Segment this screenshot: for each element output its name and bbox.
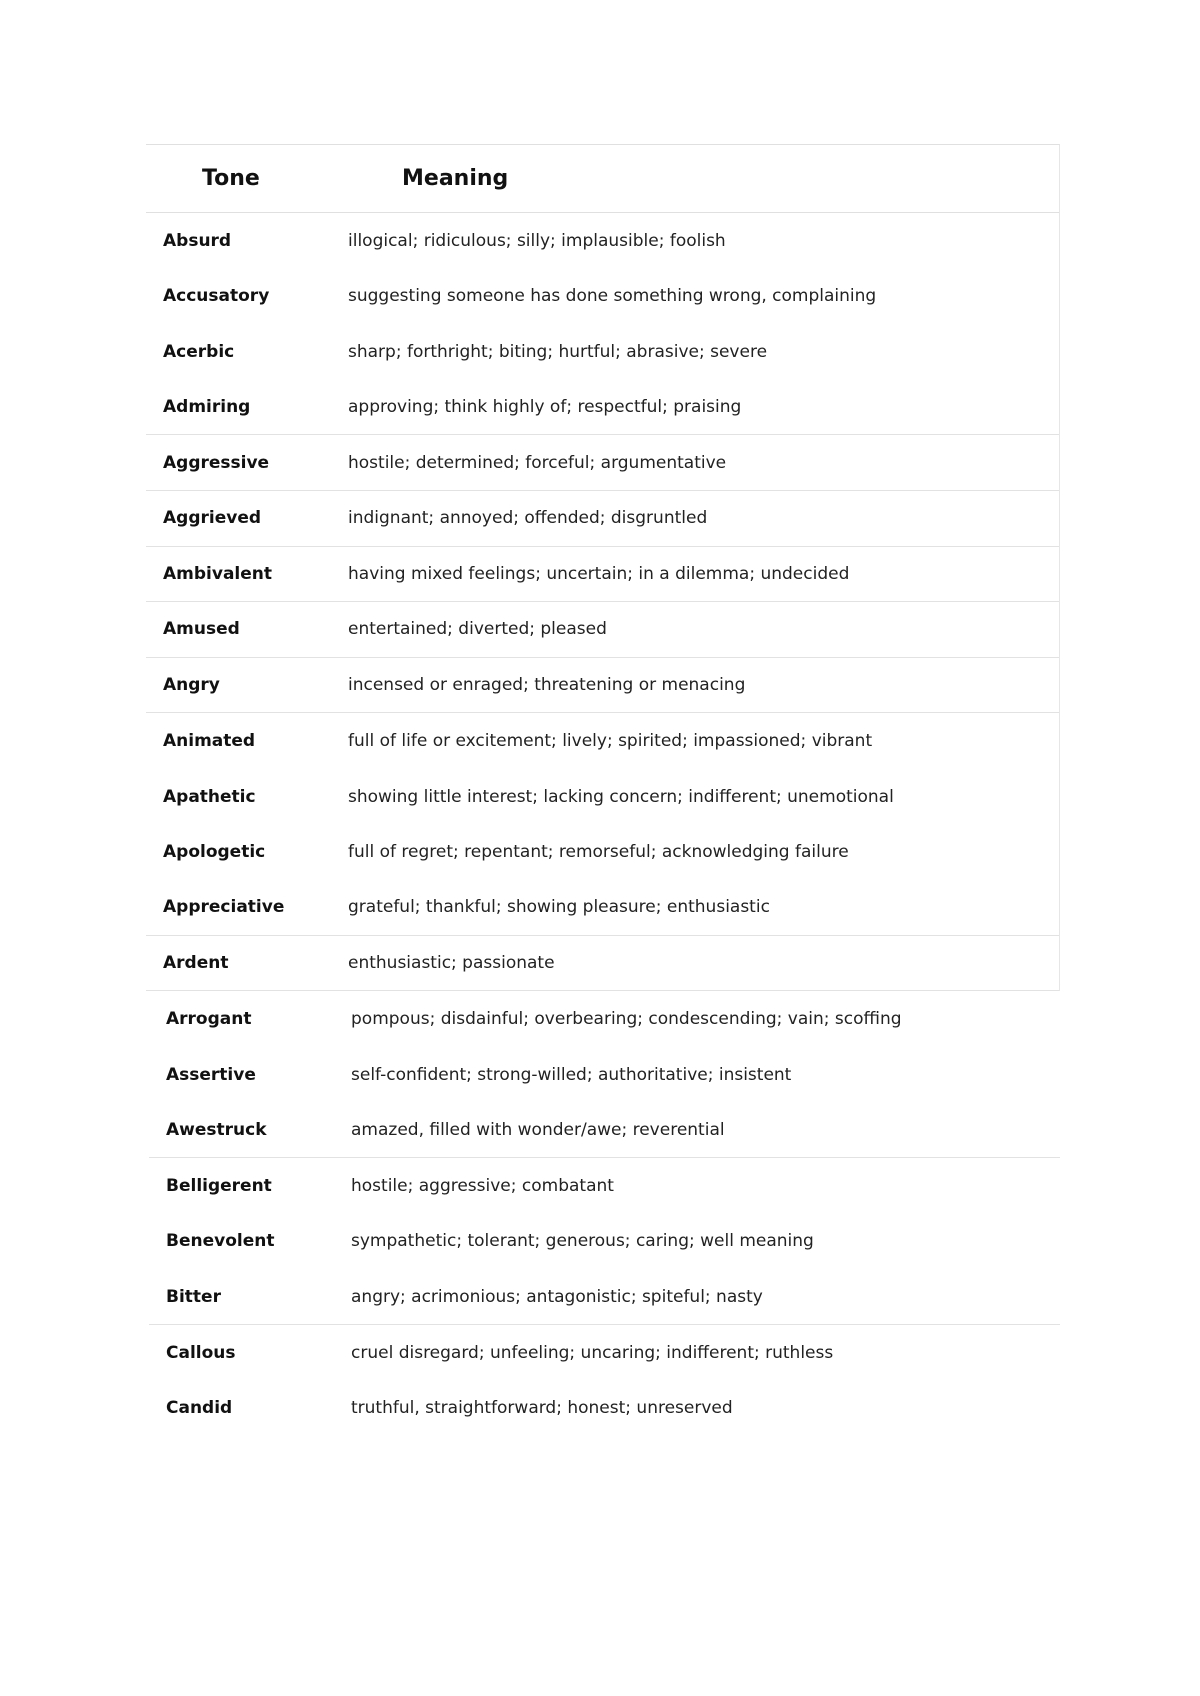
meaning-cell: suggesting someone has done something wrong, complaining [348,286,877,307]
table-row [149,1214,1060,1270]
header-meaning: Meaning [402,166,509,191]
table-row [146,213,1059,269]
meaning-cell: approving; think highly of; respectful; praising [348,397,742,418]
table-row [149,1269,1060,1325]
table-row [146,825,1059,881]
header-tone: Tone [202,166,260,191]
table-row [146,658,1059,714]
table-row [149,991,1060,1047]
tone-cell: Arrogant [166,1009,252,1030]
meaning-cell: pompous; disdainful; overbearing; condescending; vain; scoffing [351,1009,902,1030]
meaning-cell: having mixed feelings; uncertain; in a dilemma; undecided [348,563,850,584]
table-row [146,324,1059,380]
tone-cell: Ambivalent [163,563,273,584]
meaning-cell: truthful, straightforward; honest; unreserved [351,1398,733,1419]
meaning-cell: showing little interest; lacking concern; indifferent; unemotional [348,786,894,807]
table-row [149,1380,1060,1436]
meaning-cell: sharp; forthright; biting; hurtful; abrasive; severe [348,341,768,362]
tone-cell: Absurd [163,230,232,251]
tone-cell: Animated [163,731,256,752]
meaning-cell: grateful; thankful; showing pleasure; enthusiastic [348,897,770,918]
table-row [146,769,1059,825]
table-row [146,491,1059,547]
meaning-cell: full of life or excitement; lively; spirited; impassioned; vibrant [348,731,873,752]
tone-cell: Accusatory [163,286,270,307]
meaning-cell: self-confident; strong-willed; authoritative; insistent [351,1064,792,1085]
table-row [146,547,1059,603]
table-row [146,880,1059,936]
tone-cell: Bitter [166,1286,221,1307]
table-row [149,1047,1060,1103]
meaning-cell: hostile; determined; forceful; argumentative [348,452,727,473]
table-row [146,380,1059,436]
meaning-cell: enthusiastic; passionate [348,953,555,974]
table-row [146,602,1059,658]
meaning-cell: hostile; aggressive; combatant [351,1175,614,1196]
tone-cell: Apathetic [163,786,256,807]
tone-cell: Callous [166,1342,236,1363]
tone-cell: Amused [163,619,240,640]
tone-cell: Admiring [163,397,251,418]
meaning-cell: amazed, filled with wonder/awe; reverential [351,1119,725,1140]
meaning-cell: cruel disregard; unfeeling; uncaring; indifferent; ruthless [351,1342,834,1363]
tone-cell: Appreciative [163,897,285,918]
table-header [146,145,1059,213]
tone-cell: Ardent [163,953,229,974]
table-row [149,1325,1060,1381]
tone-cell: Acerbic [163,341,235,362]
meaning-cell: angry; acrimonious; antagonistic; spiteful; nasty [351,1286,763,1307]
tone-cell: Angry [163,675,220,696]
table-row [146,435,1059,491]
meaning-cell: entertained; diverted; pleased [348,619,607,640]
tone-cell: Belligerent [166,1175,272,1196]
table-row [149,1103,1060,1159]
table-row [146,713,1059,769]
table-row [146,269,1059,325]
tone-table [146,144,1060,991]
meaning-cell: illogical; ridiculous; silly; implausible; foolish [348,230,726,251]
tone-cell: Aggrieved [163,508,262,529]
meaning-cell: indignant; annoyed; offended; disgruntled [348,508,708,529]
tone-cell: Apologetic [163,842,266,863]
tone-cell: Candid [166,1398,233,1419]
table-row [149,1158,1060,1214]
tone-table-page [146,144,1060,1436]
tone-cell: Awestruck [166,1119,267,1140]
tone-cell: Aggressive [163,452,270,473]
meaning-cell: full of regret; repentant; remorseful; acknowledging failure [348,842,849,863]
meaning-cell: sympathetic; tolerant; generous; caring; well meaning [351,1231,814,1252]
meaning-cell: incensed or enraged; threatening or menacing [348,675,746,696]
tone-cell: Benevolent [166,1231,275,1252]
table-row [146,936,1059,992]
tone-cell: Assertive [166,1064,256,1085]
